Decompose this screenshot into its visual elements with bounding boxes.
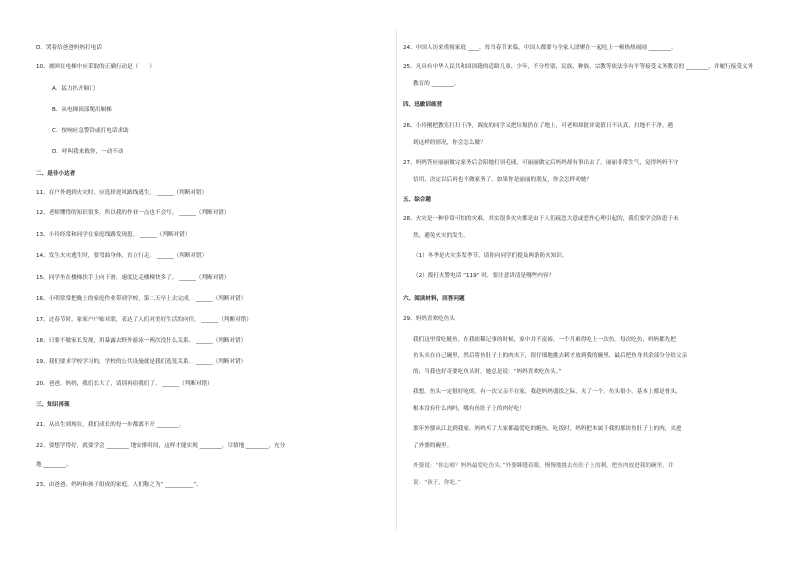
question-14: 14、发生火灾逃生时，要弯曲身体，直立行走。 ______（判断对错）: [36, 253, 208, 259]
passage-p2-line1: 我想，鱼头一定很好吃的。有一次父亲不在家，我趁妈妈盛饭之际，夹了一个。鱼头很小，基本上都是骨头，: [413, 389, 682, 395]
question-19: 19、我们要求学校学习的，学校的公共设施就是我们选笼关系。 ______（判断对错）: [36, 359, 247, 365]
question-15: 15、同学坐在楼梯扶手上向下滑，速度比走楼梯快多了。 ______（判断对错）: [36, 275, 230, 281]
passage-p1-line3: 的，当我也好奇要吃鱼头时，她总是说：“妈妈喜欢吃鱼头。”: [413, 369, 562, 375]
question-25-line2: 教育的 ________。: [413, 81, 460, 87]
q10-option-b: B．从电梯顶部爬出厢梯: [52, 107, 112, 113]
question-28-sub2: （2）拨打火警电话 “119” 时，要注意讲清是哪些内容？: [413, 273, 555, 279]
section-3-title: 三、知识再现: [36, 402, 70, 408]
question-28-line1: 28、火灾是一种非常可怕的灾难，其实很多火灾都是由于人们疏忽大意或恶作心理引起的，我们要学会防患于未: [403, 216, 679, 222]
question-28-line2: 然，避免火灾的发生。: [413, 233, 469, 239]
question-26-line1: 26、小玲刚把教室打扫干净，调皮的同学又把垃圾扔在了地上，可老师却批评说值日不认真，扫地不干净。遇: [403, 123, 674, 129]
question-24: 24、中国人历来重视家庭 ____，每当春节来临，中国人都要与全家人团聚在一起吃上一顿热热闹闹 ________。: [403, 45, 677, 51]
q10-option-d: D．呼叫我来救你，一动不动: [52, 149, 124, 155]
question-29-title: 29、妈妈喜欢吃鱼头: [403, 316, 455, 322]
question-20: 20、爸爸、妈妈，我们长大了，请别再宿我们了。 ______（判断对错）: [36, 381, 213, 387]
section-4-title: 四、迅敏训练营: [403, 102, 443, 108]
question-13: 13、小玲经常和同学在家庭线路发现患。 ______（判断对错）: [36, 232, 191, 238]
passage-p4-line1: 外婆说：“你忘啦？妈妈最爱吃鱼头。”外婆眯缝着眼，慢慢地挑去鱼肚子上的刺，把鱼肉放进我的碗里，并: [413, 463, 674, 469]
q10-option-c: C．按响应急警铃或打电话求助: [52, 128, 129, 134]
section-5-title: 五、综合题: [403, 197, 431, 203]
question-26-line2: 到这样的情况，你会怎么做？: [413, 140, 486, 146]
passage-p1-line2: 鱼头夹在自己碗里，然后将鱼肚子上的肉夹下，很仔细地挑去刺才放到我的碗里，最后把鱼身其余部分分给父亲: [413, 353, 688, 359]
q10-option-a: A．猛力扒开厢门: [52, 86, 95, 92]
question-12: 12、老师懂得的知识很多，所以我的作业一点也不会写。 ______（判断对错）: [36, 210, 230, 216]
passage-p3-line1: 那年外婆从江北到我家，妈妈买了大家都最爱吃的鲢鱼。吃饭时，妈妈把本属于我的那块鱼肚子上的肉，夹进: [413, 426, 682, 432]
question-25-line1: 25、凡具有中华人民共和国国籍的适龄儿童、少年，不分性别、民族、种族、宗教等依法享有平等接受义务教育的 ________，并履行接受义务: [403, 64, 754, 70]
question-16: 16、小明常常把晚上的家庭作业带到学校，第二天早上去完成。 ______（判断对错）: [36, 296, 247, 302]
question-23: 23、由爸爸、妈妈和孩子组成的家庭，人们称之为“ __________”。: [36, 482, 202, 488]
passage-p1-line1: 我们这里常吃鲢鱼。在我依稀记事的时候，家中并不富裕，一个月难得吃上一次鱼。每次吃鱼，妈妈都先把: [413, 337, 676, 343]
question-17: 17、过春节时，家家户户贴对联，表达了人们对美好生活的向往。 ______（判断对错）: [36, 317, 252, 323]
question-27-line2: 信用，决定以后再也不做家务了。如果你是丽丽的朋友，你会怎样劝她？: [413, 177, 593, 183]
section-6-title: 六、阅读材料，回答问题: [403, 296, 465, 302]
column-divider: [396, 30, 397, 530]
question-28-sub1: （1）冬季是火灾多发季节，请你向同学们提及两条防火知识。: [413, 253, 568, 259]
question-10: 10、被困在电梯中应采取的正确行动是（ ）: [36, 64, 155, 70]
passage-p2-line2: 根本没有什么肉吗，哪有鱼肚子上的肉好吃！: [413, 406, 525, 412]
question-11: 11、在户外遇到火灾时，应选择逆风路线逃生。 ______（判断对错）: [36, 190, 208, 196]
passage-p4-line2: 说：“孩子，你吃。”: [413, 480, 461, 486]
question-18: 18、只要不做家长发现，用暴露去野外游泳一两次没什么关系。 ______（判断对错）: [36, 338, 247, 344]
question-21: 21、从出生到现在，我们成长的每一步都离不开 ________。: [36, 422, 185, 428]
question-27-line1: 27、妈妈答应丽丽做完家务后会陪她打羽毛球，可丽丽做完后妈妈却有事出去了。丽丽非常生气，觉得妈妈不守: [403, 160, 679, 166]
section-2-title: 二、是非小达者: [36, 171, 76, 177]
question-22-line1: 22、要想学得好，就要学会 ________ 地安排时间，这样才能实现 ________，尽情地 ________，充分: [36, 443, 286, 449]
question-22-line2: 地 ________。: [36, 462, 72, 468]
option-d-previous: D．哭着给爸爸妈妈打电话: [36, 45, 102, 51]
passage-p3-line2: 了外婆的碗里。: [413, 443, 453, 449]
